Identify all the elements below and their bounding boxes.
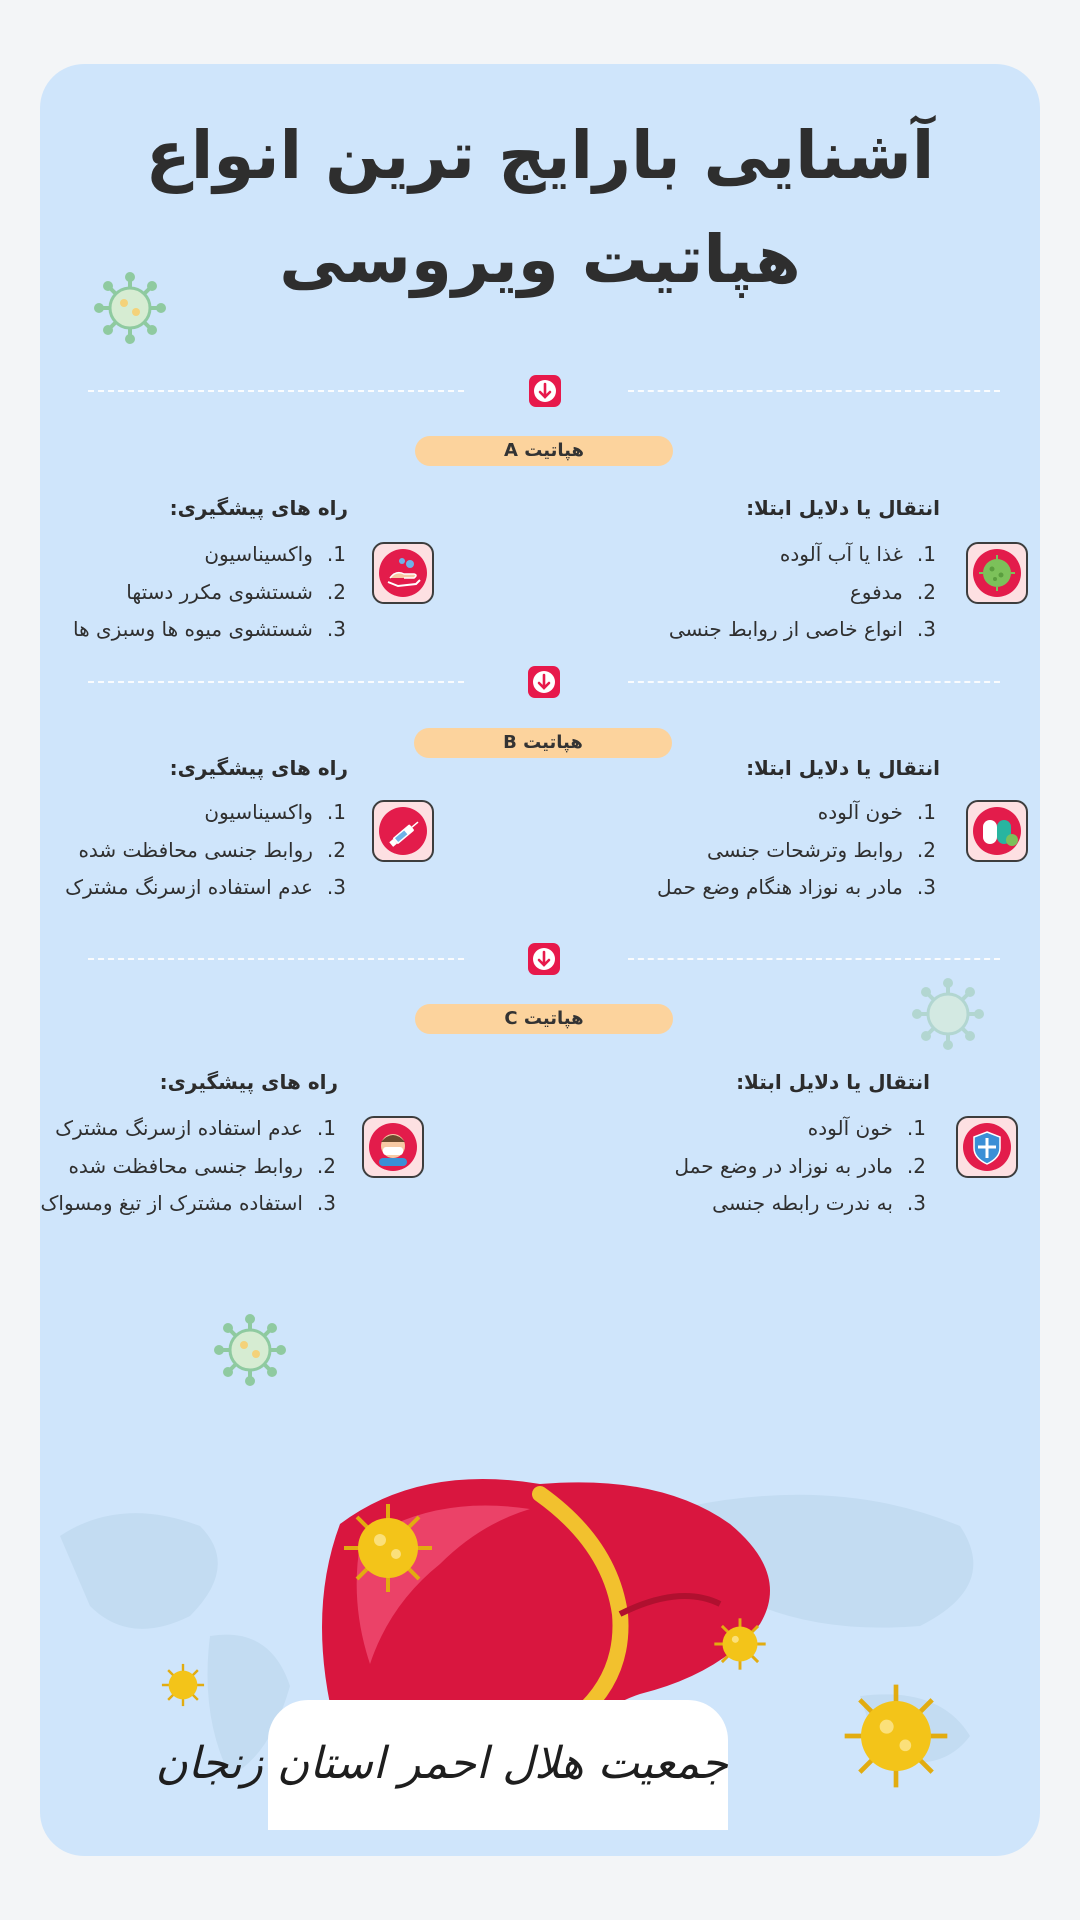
list-item: 3.عدم استفاده ازسرنگ مشترک <box>65 875 346 899</box>
section-divider <box>628 681 1000 683</box>
infographic-card <box>40 64 1040 1856</box>
list-item: 3.مادر به نوزاد هنگام وضع حمل <box>656 875 936 899</box>
virus-decoration-icon <box>910 976 986 1052</box>
page-title <box>40 104 1040 312</box>
virus-decoration-icon <box>212 1312 288 1388</box>
arrow-down-icon <box>529 375 561 407</box>
section-title-b: هپاتیت B <box>414 728 672 758</box>
list-item: 3.استفاده مشترک از تیغ ومسواک <box>40 1191 336 1215</box>
transmission-heading: انتقال یا دلایل ابتلا: <box>736 1070 930 1094</box>
virus-icon <box>966 542 1028 604</box>
shield-cross-icon <box>956 1116 1018 1178</box>
gold-virus-icon <box>840 1680 952 1792</box>
gold-virus-icon <box>340 1500 436 1596</box>
list-item: 1.غذا یا آب آلوده <box>779 542 936 566</box>
transmission-heading: انتقال یا دلایل ابتلا: <box>746 756 940 780</box>
list-item: 2.مادر به نوزاد در وضع حمل <box>674 1154 926 1178</box>
section-divider <box>88 390 464 392</box>
section-title-c: هپاتیت C <box>415 1004 673 1034</box>
list-item: 2.شستشوی مکرر دستها <box>126 580 346 604</box>
prevention-heading: راه های پیشگیری: <box>169 496 348 520</box>
prevention-heading: راه های پیشگیری: <box>169 756 348 780</box>
gold-virus-icon <box>160 1662 206 1708</box>
list-item: 1.خون آلوده <box>817 800 936 824</box>
hand-wash-icon <box>372 542 434 604</box>
title-line-1: آشنایی بارایج ترین انواع <box>145 117 935 194</box>
prevention-heading: راه های پیشگیری: <box>159 1070 338 1094</box>
section-divider <box>88 681 464 683</box>
list-item: 3.انواع خاصی از روابط جنسی <box>668 617 936 641</box>
section-divider <box>628 390 1000 392</box>
syringe-icon <box>372 800 434 862</box>
list-item: 2.روابط جنسی محافظت شده <box>78 838 346 862</box>
list-item: 3.به ندرت رابطه جنسی <box>712 1191 926 1215</box>
list-item: 1.عدم استفاده ازسرنگ مشترک <box>55 1116 336 1140</box>
list-item: 3.شستشوی میوه ها وسبزی ها <box>73 617 346 641</box>
list-item: 1.واکسیناسیون <box>204 542 346 566</box>
list-item: 2.روابط جنسی محافظت شده <box>68 1154 336 1178</box>
arrow-down-icon <box>528 943 560 975</box>
list-item: 1.خون آلوده <box>807 1116 926 1140</box>
transmission-heading: انتقال یا دلایل ابتلا: <box>746 496 940 520</box>
list-item: 2.مدفوع <box>849 580 936 604</box>
gold-virus-icon <box>712 1616 768 1672</box>
pill-capsule-icon <box>966 800 1028 862</box>
list-item: 1.واکسیناسیون <box>204 800 346 824</box>
masked-person-icon <box>362 1116 424 1178</box>
virus-decoration-icon <box>92 270 168 346</box>
organization-name: جمعیت هلال احمر استان زنجان <box>155 1738 728 1789</box>
section-divider <box>88 958 464 960</box>
section-title-a: هپاتیت A <box>415 436 673 466</box>
list-item: 2.روابط وترشحات جنسی <box>707 838 936 862</box>
arrow-down-icon <box>528 666 560 698</box>
section-divider <box>628 958 1000 960</box>
title-line-2: هپاتیت ویروسی <box>279 221 801 298</box>
